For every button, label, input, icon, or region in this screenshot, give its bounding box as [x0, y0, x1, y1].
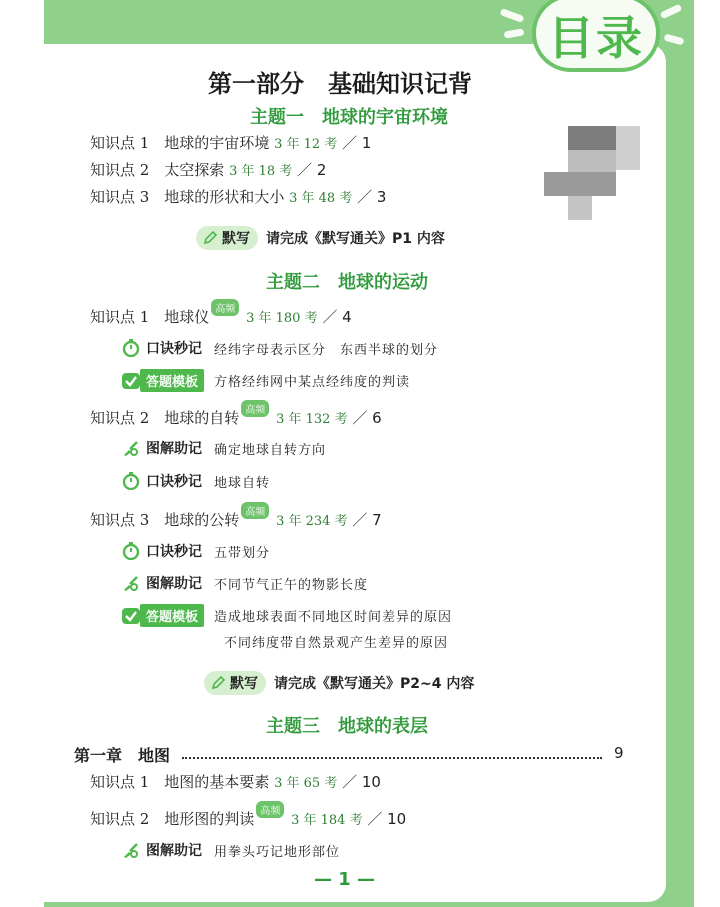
- knowledge-point[interactable]: 知识点 1 地球的宇宙环境 3 年 12 考 ／ 1: [90, 134, 372, 152]
- knowledge-point[interactable]: 知识点 3 地球的公转 高频 3 年 234 考 ／ 7: [90, 509, 382, 530]
- checkmark-icon: [122, 607, 140, 625]
- pixelated-image: [568, 196, 592, 220]
- chapter-title[interactable]: 第一章 地图: [74, 746, 171, 765]
- dictation-text: 请完成《默写通关》P2~4 内容: [274, 676, 475, 692]
- high-frequency-badge: 高频: [256, 801, 284, 818]
- left-margin: [0, 0, 18, 907]
- dictation-banner[interactable]: [196, 226, 445, 250]
- tag-row[interactable]: 口诀秒记 五带划分: [122, 541, 270, 561]
- topic-title: 主题一 地球的宇宙环境: [250, 107, 448, 128]
- pixelated-image: [544, 172, 616, 196]
- topic-title: 主题三 地球的表层: [266, 716, 428, 737]
- drawing-hand-icon: [122, 574, 140, 592]
- page-number: — 1 —: [314, 869, 376, 890]
- tag-row[interactable]: 口诀秒记 经纬字母表示区分 东西半球的划分: [122, 338, 438, 358]
- topic-title: 主题二 地球的运动: [266, 272, 428, 293]
- tag-item-text: 不同纬度带自然景观产生差异的原因: [224, 636, 449, 651]
- checkmark-icon: [122, 372, 140, 390]
- high-frequency-badge: 高频: [211, 299, 239, 316]
- pixelated-image: [568, 126, 616, 150]
- knowledge-point[interactable]: 知识点 1 地球仪 高频 3 年 180 考 ／ 4: [90, 306, 352, 327]
- pixelated-image: [616, 126, 640, 170]
- high-frequency-badge: 高频: [241, 502, 269, 519]
- tag-row[interactable]: 答题模板 方格经纬网中某点经纬度的判读: [122, 369, 410, 392]
- dictation-banner[interactable]: [204, 671, 474, 695]
- part-title: 第一部分 基础知识记背: [208, 70, 472, 98]
- toc-badge-text: 目录: [548, 11, 644, 65]
- tag-row[interactable]: 图解助记 不同节气正午的物影长度: [122, 573, 368, 593]
- tag-row[interactable]: 答题模板 造成地球表面不同地区时间差异的原因: [122, 604, 452, 627]
- dot-leader: [182, 757, 602, 759]
- knowledge-point[interactable]: 知识点 2 地形图的判读 高频 3 年 184 考 ／ 10: [90, 808, 406, 829]
- stopwatch-icon: [122, 339, 140, 357]
- stopwatch-icon: [122, 472, 140, 490]
- stopwatch-icon: [122, 542, 140, 560]
- chapter-page-number: 9: [614, 744, 624, 762]
- pencil-icon: [202, 230, 218, 246]
- pencil-icon: [210, 675, 226, 691]
- tag-row[interactable]: 图解助记 确定地球自转方向: [122, 438, 326, 458]
- dictation-text: 请完成《默写通关》P1 内容: [266, 231, 445, 247]
- knowledge-point[interactable]: 知识点 2 地球的自转 高频 3 年 132 考 ／ 6: [90, 407, 382, 428]
- dictation-pill: 默写: [196, 226, 258, 250]
- drawing-hand-icon: [122, 439, 140, 457]
- knowledge-point[interactable]: 知识点 3 地球的形状和大小 3 年 48 考 ／ 3: [90, 188, 387, 206]
- pixelated-image: [568, 150, 616, 172]
- knowledge-point[interactable]: 知识点 2 太空探索 3 年 18 考 ／ 2: [90, 161, 327, 179]
- tag-row[interactable]: 口诀秒记 地球自转: [122, 471, 270, 491]
- tag-row[interactable]: 图解助记 用拳头巧记地形部位: [122, 840, 340, 860]
- drawing-hand-icon: [122, 841, 140, 859]
- knowledge-point[interactable]: 知识点 1 地图的基本要素 3 年 65 考 ／ 10: [90, 773, 381, 791]
- high-frequency-badge: 高频: [241, 400, 269, 417]
- dictation-pill: 默写: [204, 671, 266, 695]
